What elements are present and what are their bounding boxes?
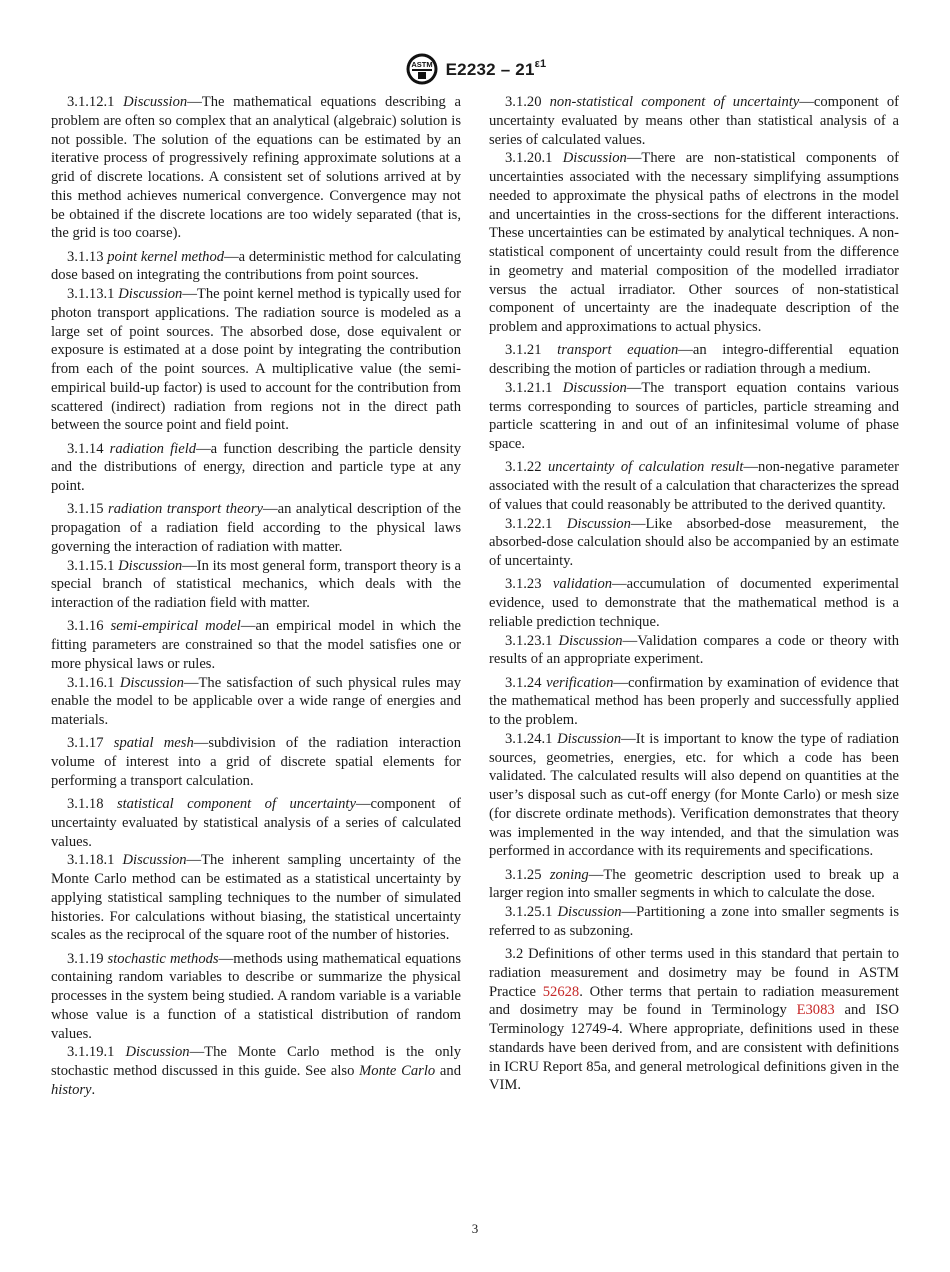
practice-52628-link[interactable]: 52628 [542, 983, 580, 1000]
svg-text:ASTM: ASTM [411, 60, 433, 69]
definition-paragraph: 3.1.18.1 Discussion—The inherent sampling uncertainty of the Monte Carlo method can be estimated as a statistical uncertainty by applying statistical sampling techniques to the number of simulated histories. For calculations without biasing, the statistical uncertainty scales as the reciprocal of the square root of the number of histories. [51, 852, 461, 944]
definition-paragraph: 3.1.24 verification—confirmation by examination of evidence that the mathematical method has been properly and successfully applied to the problem. [489, 674, 899, 728]
standard-designation: $E2232 - 21^{\varepsilon 1}$ [445, 58, 547, 79]
definition-paragraph: 3.1.16 semi-empirical model—an empirical model in which the fitting parameters are constrained so that the model satisfies one or more physical laws or rules. [51, 618, 461, 672]
page-number: 3 [471, 1221, 479, 1236]
terminology-e3083-link[interactable]: E3083 [796, 1002, 835, 1019]
definition-paragraph: 3.1.13.1 Discussion—The point kernel method is typically used for photon transport applications. The radiation source is modeled as a large set of point sources. The absorbed dose, dose equivalent or exposure is estimated at a dose point by integrating the contribution from each of the point sources. A multiplicative value (the semi-empirical build-up factor) is used to account for the contribution from scattered (indirect) radiation from regions not in the direct path between the source point and field point. [51, 286, 462, 434]
definition-paragraph: 3.1.21 transport equation—an integro-differential equation describing the motion of particles or radiation through a medium. [489, 342, 899, 377]
definition-paragraph: 3.1.21.1 Discussion—The transport equation contains various terms corresponding to sources of particles, particle streaming and particle scattering in and out of an infinitesimal volume of phase space. [489, 379, 899, 452]
definition-paragraph: 3.1.12.1 Discussion—The mathematical equations describing a problem are often so complex that an analytical (algebraic) solution is not possible. The solution of the equations can be estimated by an iterative process of progressively refining approximate solutions at a grid of discrete locations. A consistent set of solutions arrived at by this method achieves numerical convergence. Convergence may not be obtained if the discrete locations are too widely separated (that is, the grid is too coarse). [51, 94, 461, 242]
definition-paragraph: 3.1.17 spatial mesh—subdivision of the radiation interaction volume of interest into a grid of discrete spatial elements for performing a transport calculation. [51, 735, 462, 789]
definition-paragraph: 3.1.19.1 Discussion—The Monte Carlo method is the only stochastic method discussed in this guide. See also Monte Carlo and history. [51, 1044, 461, 1098]
definition-paragraph: 3.1.23.1 Discussion—Validation compares a code or theory with results of an appropriate experiment. [489, 632, 900, 668]
astm-logo-icon [404, 52, 440, 86]
definition-paragraph: 3.1.14 radiation field—a function describing the particle density and the distributions of energy, direction and particle type at any point. [51, 440, 462, 494]
definition-paragraph: 3.1.25 zoning—The geometric description used to break up a larger region into smaller segments in which to calculate the dose. [489, 866, 899, 902]
definition-paragraph: 3.1.13 point kernel method—a deterministic method for calculating dose based on integrating the contributions from point sources. [51, 248, 461, 284]
definition-paragraph: 3.1.22.1 Discussion—Like absorbed-dose measurement, the absorbed-dose calculation should also be accompanied by an estimate of uncertainty. [489, 515, 899, 569]
definition-paragraph: 3.1.18 statistical component of uncertainty—component of uncertainty evaluated by statistical analysis of a series of calculated values. [51, 796, 461, 850]
right-column [489, 93, 899, 1095]
definition-paragraph: 3.1.23 validation—accumulation of documented experimental evidence, used to demonstrate that the mathematical method is a reliable prediction technique. [489, 576, 899, 630]
left-column [51, 93, 461, 1100]
definition-paragraph: 3.1.22 uncertainty of calculation result—non-negative parameter associated with the result of a calculation that characterizes the spread of values that could reasonably be attributed to the derived quantity. [489, 459, 899, 513]
definition-paragraph: 3.1.19 stochastic methods—methods using mathematical equations containing random variables to describe or summarize the physical processes in the system being studied. A random variable is a variable whose value is a function of a statistical distribution of random values. [51, 950, 461, 1042]
definition-paragraph: 3.1.24.1 Discussion—It is important to know the type of radiation sources, geometries, energies, etc. for which a code has been validated. The calculated results will also depend on quantities at the user’s disposal such as cut-off energy (for Monte Carlo) or mesh size (for discrete ordinate methods). Verification demonstrates that theory was implemented in the way intended, and that the simulation was performed in accordance with its requirements and specifications. [489, 730, 899, 860]
section-3-2-paragraph: 3.2 Definitions of other terms used in this standard that pertain to radiation measurement and dosimetry may be found in ASTM Practice 52628. Other terms that pertain to radiation measurement and dosimetry may be found in Terminology E3083 and ISO Terminology 12749-4. Where appropriate, definitions used in these standards have been derived from, and are consistent with definitions in ICRU Report 85a, and general metrological definitions given in the VIM. [489, 946, 899, 1094]
definition-paragraph: 3.1.15 radiation transport theory—an analytical description of the propagation of a radiation field according to the physical laws governing the interaction of radiation with matter. [51, 501, 461, 555]
definition-paragraph: 3.1.25.1 Discussion—Partitioning a zone into smaller segments is referred to as subzoning. [489, 904, 899, 939]
definition-paragraph: 3.1.20 non-statistical component of uncertainty—component of uncertainty evaluated by means other than statistical analysis of a series of calculated values. [489, 94, 899, 148]
definition-paragraph: 3.1.15.1 Discussion—In its most general form, transport theory is a special branch of statistical mechanics, which deals with the interaction of the radiation field with matter. [51, 557, 461, 611]
page-header [0, 52, 950, 86]
definition-paragraph: 3.1.20.1 Discussion—There are non-statistical components of uncertainties associated with the necessary simplifying assumptions needed to approximate the physical paths of electrons in the model and uncertainties in the cross-sections for the different interactions. These uncertainties can be estimated by analytical techniques. A non-statistical component of uncertainty could result from the difference in geometry and material composition of the modelled irradiator versus the actual irradiator. Other sources of non-statistical component of uncertainty are the inadequate description of the problem and approximations to actual physics. [489, 150, 899, 335]
definition-paragraph: 3.1.16.1 Discussion—The satisfaction of such physical rules may enable the model to be applicable over a wide range of energies and materials. [51, 674, 461, 728]
